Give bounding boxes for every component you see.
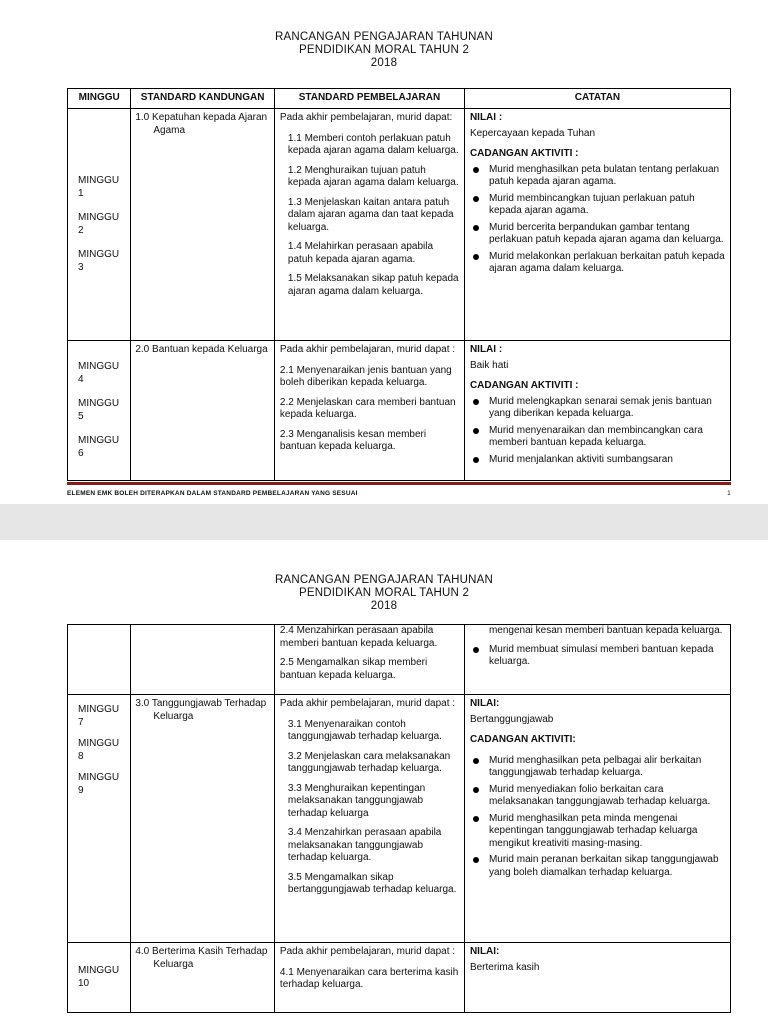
page-footer	[67, 490, 731, 497]
nilai-value: Berterima kasih	[469, 961, 540, 973]
standard-kandungan-text: 1.0 Kepatuhan kepada Ajaran Agama	[135, 112, 268, 136]
catatan-cell	[464, 625, 730, 695]
sp-intro: Pada akhir pembelajaran, murid dapat :	[279, 344, 456, 355]
sp-item: 2.5 Mengamalkan sikap memberi bantuan kepada keluarga.	[279, 657, 428, 681]
aktiviti-item: Murid melakonkan perlakuan berkaitan patuh kepada ajaran agama dalam keluarga.	[470, 251, 725, 276]
standard-kandungan-cell	[131, 943, 275, 1013]
header-title: RANCANGAN PENGAJARAN TAHUNAN	[275, 574, 493, 586]
sp-item: 1.4 Melahirkan perasaan apabila patuh kepada ajaran agama.	[287, 241, 434, 265]
cadangan-aktiviti-label: CADANGAN AKTIVITI:	[469, 734, 576, 745]
aktiviti-item: Murid membincangkan tujuan perlakuan patuh kepada ajaran agama.	[470, 193, 725, 218]
col-header-standard-kandungan: STANDARD KANDUNGAN	[131, 89, 275, 109]
sp-item: 1.3 Menjelaskan kaitan antara patuh dalam ajaran agama dan taat kepada keluarga.	[287, 196, 454, 233]
table-row	[68, 943, 731, 1013]
sp-item: 3.4 Menzahirkan perasaan apabila melaksanakan tanggungjawab terhadap keluarga.	[287, 827, 442, 863]
week-label: MINGGU 9	[78, 772, 120, 796]
aktiviti-item: Murid menghasilkan peta minda mengenai kepentingan tanggungjawab terhadap keluarga mengikut kreativiti masing-masing.	[470, 813, 725, 851]
rpt-table	[67, 88, 731, 481]
aktiviti-item: Murid melengkapkan senarai semak jenis bantuan yang diberikan kepada keluarga.	[470, 396, 725, 421]
document-page-1	[0, 0, 768, 504]
aktiviti-item: Murid menjalankan aktiviti sumbangsaran	[470, 454, 725, 467]
nilai-label: NILAI:	[469, 698, 500, 709]
col-header-catatan: CATATAN	[464, 89, 730, 109]
sp-item: 3.5 Mengamalkan sikap bertanggungjawab terhadap keluarga.	[287, 871, 457, 895]
cadangan-aktiviti-label: CADANGAN AKTIVITI :	[469, 380, 579, 391]
aktiviti-item: Murid main peranan berkaitan sikap tanggungjawab yang boleh diamalkan terhadap keluarga.	[470, 854, 725, 879]
aktiviti-item: Murid menyenaraikan dan membincangkan cara memberi bantuan kepada keluarga.	[470, 425, 725, 450]
week-cell	[68, 695, 131, 943]
nilai-value: Baik hati	[469, 359, 509, 371]
nilai-value: Kepercayaan kepada Tuhan	[469, 127, 596, 139]
sp-item: 2.3 Menganalisis kesan memberi bantuan kepada keluarga.	[279, 428, 427, 452]
nilai-label: NILAI:	[469, 946, 500, 957]
standard-pembelajaran-cell	[274, 695, 464, 943]
week-cell	[68, 341, 131, 481]
sp-item: 2.4 Menzahirkan perasaan apabila memberi bantuan kepada keluarga.	[279, 625, 438, 649]
week-label: MINGGU 1	[78, 175, 120, 199]
aktiviti-item: Murid bercerita berpandukan gambar tentang perlakuan patuh kepada ajaran agama dan keluarga.	[470, 222, 725, 247]
catatan-cell	[464, 695, 730, 943]
catatan-cell	[464, 341, 730, 481]
standard-pembelajaran-cell	[274, 341, 464, 481]
week-cell	[68, 109, 131, 341]
standard-kandungan-cell	[131, 695, 275, 943]
week-label: MINGGU 7	[78, 704, 120, 728]
standard-pembelajaran-cell	[274, 109, 464, 341]
week-label: MINGGU 10	[78, 965, 120, 989]
page-number: 1	[727, 490, 731, 497]
sp-item: 4.1 Menyenaraikan cara berterima kasih terhadap keluarga.	[279, 966, 459, 990]
sp-item: 3.3 Menghuraikan kepentingan melaksanakan tanggungjawab terhadap keluarga	[287, 782, 426, 819]
sp-item: 3.1 Menyenaraikan contoh tanggungjawab terhadap keluarga.	[287, 718, 442, 742]
standard-kandungan-cell	[131, 109, 275, 341]
week-label: MINGGU 8	[78, 738, 120, 762]
standard-kandungan-text: 2.0 Bantuan kepada Keluarga	[135, 344, 268, 355]
week-label: MINGGU 5	[78, 398, 120, 422]
table-row	[68, 695, 731, 943]
standard-kandungan-cell	[131, 341, 275, 481]
week-cell	[68, 943, 131, 1013]
sp-item: 2.2 Menjelaskan cara memberi bantuan kepada keluarga.	[279, 396, 456, 420]
table-row	[68, 109, 731, 341]
sp-item: 1.1 Memberi contoh perlakuan patuh kepada ajaran agama dalam keluarga.	[287, 132, 459, 156]
rpt-table	[67, 624, 731, 1013]
standard-kandungan-text: 4.0 Berterima Kasih Terhadap Keluarga	[135, 946, 268, 970]
standard-pembelajaran-cell	[274, 625, 464, 695]
aktiviti-item: Murid menyediakan folio berkaitan cara melaksanakan tanggungjawab terhadap keluarga.	[470, 784, 725, 809]
footer-note: ELEMEN EMK BOLEH DITERAPKAN DALAM STANDARD PEMBELAJARAN YANG SESUAI	[67, 490, 358, 497]
page-header	[0, 574, 768, 613]
aktiviti-list	[470, 164, 725, 276]
sp-item: 1.2 Menghuraikan tujuan patuh kepada ajaran agama dalam keluarga.	[287, 164, 459, 188]
week-cell	[68, 625, 131, 695]
header-title: RANCANGAN PENGAJARAN TAHUNAN	[275, 31, 493, 43]
aktiviti-item: Murid membuat simulasi memberi bantuan kepada keluarga.	[470, 644, 725, 669]
aktiviti-list	[470, 644, 725, 669]
table-header-row	[68, 89, 731, 109]
nilai-value: Bertanggungjawab	[469, 713, 554, 725]
week-label: MINGGU 3	[78, 249, 120, 273]
document-page-2	[0, 540, 768, 1024]
header-year: 2018	[370, 600, 398, 612]
standard-kandungan-cell	[131, 625, 275, 695]
sp-item: 2.1 Menyenaraikan jenis bantuan yang boleh diberikan kepada keluarga.	[279, 364, 452, 388]
header-subject: PENDIDIKAN MORAL TAHUN 2	[298, 587, 470, 599]
week-label: MINGGU 6	[78, 435, 120, 459]
standard-pembelajaran-cell	[274, 943, 464, 1013]
aktiviti-item: Murid menghasilkan peta bulatan tentang perlakuan patuh kepada ajaran agama.	[470, 164, 725, 189]
header-year: 2018	[370, 57, 398, 69]
nilai-label: NILAI :	[469, 112, 503, 123]
nilai-label: NILAI :	[469, 344, 503, 355]
aktiviti-list	[470, 396, 725, 467]
aktiviti-list	[470, 755, 725, 880]
week-label: MINGGU 2	[78, 212, 120, 236]
col-header-standard-pembelajaran: STANDARD PEMBELAJARAN	[274, 89, 464, 109]
page-header	[0, 31, 768, 70]
aktiviti-item: Murid menghasilkan peta pelbagai alir berkaitan tanggungjawab terhadap keluarga.	[470, 755, 725, 780]
cadangan-aktiviti-label: CADANGAN AKTIVITI :	[469, 148, 579, 159]
col-header-minggu: MINGGU	[68, 89, 131, 109]
standard-kandungan-text: 3.0 Tanggungjawab Terhadap Keluarga	[135, 698, 267, 722]
sp-intro: Pada akhir pembelajaran, murid dapat :	[279, 698, 456, 709]
sp-item: 3.2 Menjelaskan cara melaksanakan tanggungjawab terhadap keluarga.	[287, 750, 451, 774]
sp-item: 1.5 Melaksanakan sikap patuh kepada ajaran agama dalam keluarga.	[287, 273, 459, 297]
footer-divider	[67, 482, 731, 485]
sp-intro: Pada akhir pembelajaran, murid dapat:	[279, 112, 453, 123]
catatan-cell	[464, 943, 730, 1013]
table-row	[68, 625, 731, 695]
aktiviti-continued: mengenai kesan memberi bantuan kepada keluarga.	[488, 625, 723, 636]
header-subject: PENDIDIKAN MORAL TAHUN 2	[298, 44, 470, 56]
week-label: MINGGU 4	[78, 361, 120, 385]
sp-intro: Pada akhir pembelajaran, murid dapat :	[279, 946, 456, 957]
table-row	[68, 341, 731, 481]
catatan-cell	[464, 109, 730, 341]
